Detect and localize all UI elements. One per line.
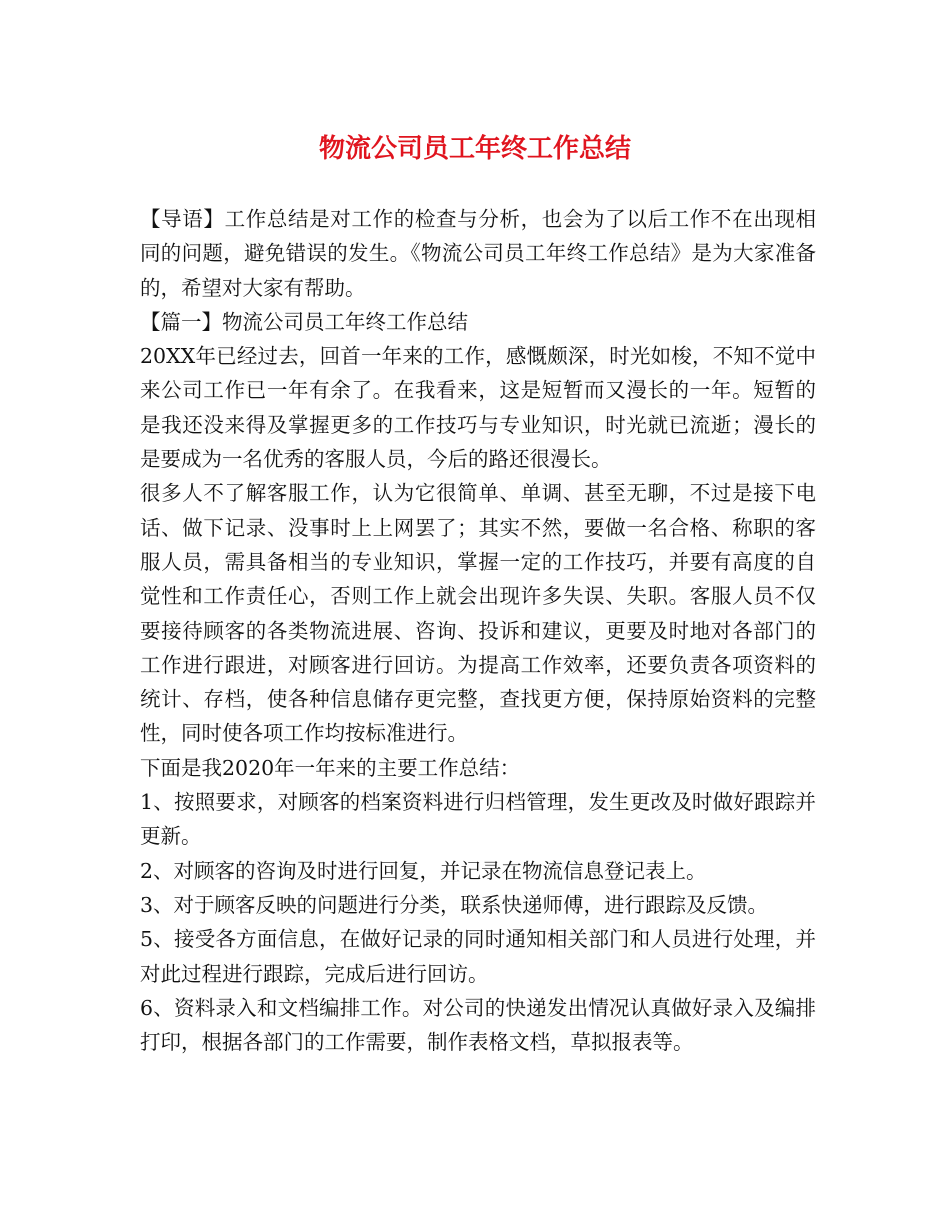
list-item: 5、接受各方面信息，在做好记录的同时通知相关部门和人员进行处理，并对此过程进行跟踪，完成后进行回访。 bbox=[140, 927, 816, 986]
document-title: 物流公司员工年终工作总结 bbox=[318, 134, 631, 164]
document-body bbox=[140, 202, 816, 1059]
list-item: 1、按照要求，对顾客的档案资料进行归档管理，发生更改及时做好跟踪并更新。 bbox=[140, 790, 816, 849]
body-paragraph: 20XX年已经过去，回首一年来的工作，感慨颇深，时光如梭，不知不觉中来公司工作已一年有余了。在我看来，这是短暂而又漫长的一年。短暂的是我还没来得及掌握更多的工作技巧与专业知识，时光就已流逝；漫长的是要成为一名优秀的客服人员，今后的路还很漫长。 bbox=[140, 344, 816, 472]
intro-paragraph: 【导语】工作总结是对工作的检查与分析，也会为了以后工作不在出现相同的问题，避免错误的发生。《物流公司员工年终工作总结》是为大家准备的，希望对大家有帮助。 bbox=[140, 207, 816, 300]
body-paragraph: 很多人不了解客服工作，认为它很简单、单调、甚至无聊，不过是接下电话、做下记录、没事时上上网罢了；其实不然，要做一名合格、称职的客服人员，需具备相当的专业知识，掌握一定的工作技巧，并要有高度的自觉性和工作责任心，否则工作上就会出现许多失误、失职。客服人员不仅要接待顾客的各类物流进展、咨询、投诉和建议，更要及时地对各部门的工作进行跟进，对顾客进行回访。为提高工作效率，还要负责各项资料的统计、存档，使各种信息储存更完整，查找更方便，保持原始资料的完整性，同时使各项工作均按标准进行。 bbox=[140, 481, 816, 746]
list-item: 6、资料录入和文档编排工作。对公司的快递发出情况认真做好录入及编排打印，根据各部门的工作需要，制作表格文档，草拟报表等。 bbox=[140, 995, 816, 1055]
list-item: 2、对顾客的咨询及时进行回复，并记录在物流信息登记表上。 bbox=[140, 858, 707, 883]
section-heading: 【篇一】物流公司员工年终工作总结 bbox=[140, 309, 468, 334]
list-item: 3、对于顾客反映的问题进行分类，联系快递师傅，进行跟踪及反馈。 bbox=[140, 892, 769, 917]
body-paragraph: 下面是我2020年一年来的主要工作总结： bbox=[140, 755, 521, 780]
